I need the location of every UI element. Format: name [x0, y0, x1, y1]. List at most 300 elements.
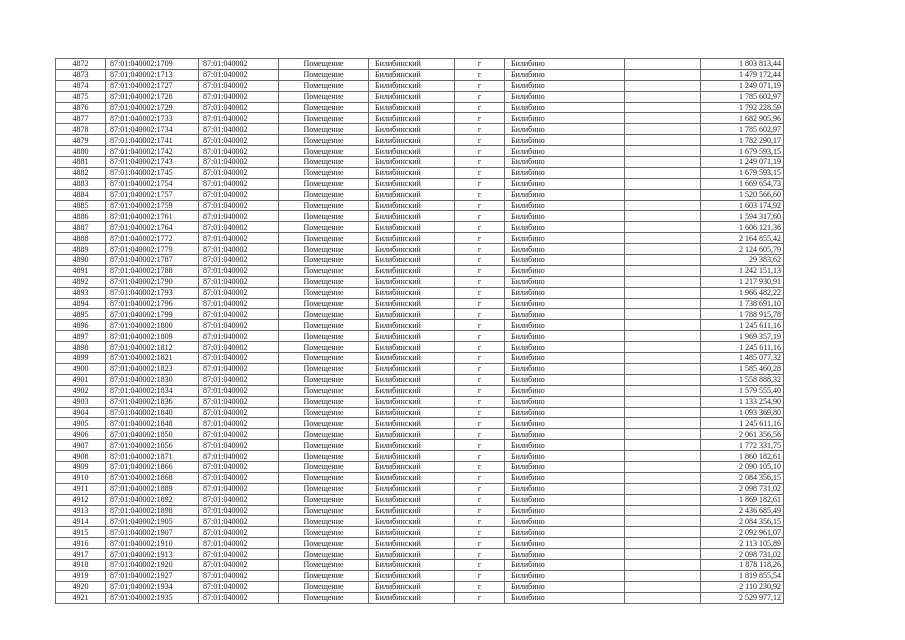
quarter-number-cell: 87:01:040002: [199, 418, 279, 429]
locality-cell: Билибино: [505, 363, 625, 374]
locality-cell: Билибино: [505, 494, 625, 505]
quarter-number-cell: 87:01:040002: [199, 222, 279, 233]
locality-type-cell: г: [455, 189, 505, 200]
empty-cell: [625, 396, 701, 407]
locality-type-cell: г: [455, 440, 505, 451]
cadastral-number-cell: 87:01:040002:1790: [106, 276, 199, 287]
empty-cell: [625, 429, 701, 440]
cadastral-value-cell: 1 245 611,16: [701, 342, 784, 353]
table-row: [56, 287, 784, 298]
table-row: [56, 538, 784, 549]
district-cell: Билибинский: [369, 472, 455, 483]
cadastral-number-cell: 87:01:040002:1907: [106, 527, 199, 538]
object-type-cell: Помещение: [279, 157, 369, 168]
row-number-cell: 4914: [56, 516, 106, 527]
locality-type-cell: г: [455, 113, 505, 124]
district-cell: Билибинский: [369, 124, 455, 135]
object-type-cell: Помещение: [279, 505, 369, 516]
locality-cell: Билибино: [505, 298, 625, 309]
locality-type-cell: г: [455, 211, 505, 222]
cadastral-value-cell: 2 098 731,02: [701, 549, 784, 560]
object-type-cell: Помещение: [279, 440, 369, 451]
empty-cell: [625, 309, 701, 320]
locality-type-cell: г: [455, 80, 505, 91]
district-cell: Билибинский: [369, 102, 455, 113]
table-row: [56, 91, 784, 102]
table-row: [56, 494, 784, 505]
row-number-cell: 4872: [56, 59, 106, 70]
district-cell: Билибинский: [369, 298, 455, 309]
locality-type-cell: г: [455, 581, 505, 592]
row-number-cell: 4908: [56, 451, 106, 462]
empty-cell: [625, 265, 701, 276]
cadastral-number-cell: 87:01:040002:1836: [106, 396, 199, 407]
cadastral-number-cell: 87:01:040002:1728: [106, 91, 199, 102]
locality-cell: Билибино: [505, 265, 625, 276]
cadastral-value-cell: 1 245 611,16: [701, 320, 784, 331]
row-number-cell: 4910: [56, 472, 106, 483]
district-cell: Билибинский: [369, 353, 455, 364]
object-type-cell: Помещение: [279, 483, 369, 494]
table-row: [56, 233, 784, 244]
empty-cell: [625, 287, 701, 298]
quarter-number-cell: 87:01:040002: [199, 363, 279, 374]
cadastral-number-cell: 87:01:040002:1910: [106, 538, 199, 549]
table-row: [56, 592, 784, 603]
table-row: [56, 113, 784, 124]
cadastral-number-cell: 87:01:040002:1866: [106, 461, 199, 472]
locality-type-cell: г: [455, 69, 505, 80]
district-cell: Билибинский: [369, 189, 455, 200]
district-cell: Билибинский: [369, 483, 455, 494]
row-number-cell: 4880: [56, 146, 106, 157]
district-cell: Билибинский: [369, 113, 455, 124]
district-cell: Билибинский: [369, 167, 455, 178]
table-body: [56, 59, 784, 604]
table-row: [56, 157, 784, 168]
cadastral-value-cell: 1 682 905,96: [701, 113, 784, 124]
object-type-cell: Помещение: [279, 374, 369, 385]
locality-cell: Билибино: [505, 157, 625, 168]
locality-type-cell: г: [455, 396, 505, 407]
empty-cell: [625, 59, 701, 70]
empty-cell: [625, 146, 701, 157]
object-type-cell: Помещение: [279, 69, 369, 80]
locality-type-cell: г: [455, 418, 505, 429]
row-number-cell: 4902: [56, 385, 106, 396]
locality-type-cell: г: [455, 167, 505, 178]
locality-type-cell: г: [455, 124, 505, 135]
object-type-cell: Помещение: [279, 472, 369, 483]
table-row: [56, 581, 784, 592]
locality-cell: Билибино: [505, 200, 625, 211]
table-row: [56, 146, 784, 157]
cadastral-value-cell: 1 249 071,19: [701, 157, 784, 168]
empty-cell: [625, 342, 701, 353]
table-row: [56, 342, 784, 353]
locality-cell: Билибино: [505, 385, 625, 396]
locality-type-cell: г: [455, 342, 505, 353]
cadastral-number-cell: 87:01:040002:1733: [106, 113, 199, 124]
empty-cell: [625, 494, 701, 505]
row-number-cell: 4883: [56, 178, 106, 189]
quarter-number-cell: 87:01:040002: [199, 396, 279, 407]
cadastral-value-cell: 2 098 731,02: [701, 483, 784, 494]
object-type-cell: Помещение: [279, 200, 369, 211]
table-row: [56, 483, 784, 494]
quarter-number-cell: 87:01:040002: [199, 146, 279, 157]
locality-cell: Билибино: [505, 516, 625, 527]
object-type-cell: Помещение: [279, 353, 369, 364]
quarter-number-cell: 87:01:040002: [199, 494, 279, 505]
cadastral-number-cell: 87:01:040002:1787: [106, 255, 199, 266]
district-cell: Билибинский: [369, 440, 455, 451]
table-row: [56, 255, 784, 266]
row-number-cell: 4911: [56, 483, 106, 494]
locality-type-cell: г: [455, 527, 505, 538]
cadastral-value-cell: 1 594 317,60: [701, 211, 784, 222]
table-row: [56, 320, 784, 331]
cadastral-value-cell: 1 669 654,73: [701, 178, 784, 189]
locality-cell: Билибино: [505, 135, 625, 146]
row-number-cell: 4881: [56, 157, 106, 168]
quarter-number-cell: 87:01:040002: [199, 549, 279, 560]
quarter-number-cell: 87:01:040002: [199, 211, 279, 222]
object-type-cell: Помещение: [279, 396, 369, 407]
object-type-cell: Помещение: [279, 244, 369, 255]
empty-cell: [625, 385, 701, 396]
empty-cell: [625, 559, 701, 570]
district-cell: Билибинский: [369, 309, 455, 320]
cadastral-number-cell: 87:01:040002:1905: [106, 516, 199, 527]
cadastral-value-cell: 2 084 356,15: [701, 472, 784, 483]
empty-cell: [625, 167, 701, 178]
cadastral-value-cell: 1 585 460,28: [701, 363, 784, 374]
cadastral-value-cell: 2 113 105,89: [701, 538, 784, 549]
empty-cell: [625, 472, 701, 483]
object-type-cell: Помещение: [279, 102, 369, 113]
cadastral-number-cell: 87:01:040002:1898: [106, 505, 199, 516]
row-number-cell: 4882: [56, 167, 106, 178]
cadastral-number-cell: 87:01:040002:1821: [106, 353, 199, 364]
table-row: [56, 222, 784, 233]
locality-cell: Билибино: [505, 483, 625, 494]
row-number-cell: 4905: [56, 418, 106, 429]
locality-cell: Билибино: [505, 581, 625, 592]
object-type-cell: Помещение: [279, 178, 369, 189]
empty-cell: [625, 157, 701, 168]
object-type-cell: Помещение: [279, 592, 369, 603]
table-row: [56, 505, 784, 516]
district-cell: Билибинский: [369, 146, 455, 157]
cadastral-number-cell: 87:01:040002:1713: [106, 69, 199, 80]
cadastral-number-cell: 87:01:040002:1800: [106, 320, 199, 331]
cadastral-number-cell: 87:01:040002:1729: [106, 102, 199, 113]
locality-type-cell: г: [455, 374, 505, 385]
row-number-cell: 4898: [56, 342, 106, 353]
locality-type-cell: г: [455, 451, 505, 462]
locality-cell: Билибино: [505, 80, 625, 91]
locality-type-cell: г: [455, 570, 505, 581]
locality-cell: Билибино: [505, 124, 625, 135]
row-number-cell: 4876: [56, 102, 106, 113]
cadastral-value-cell: 1 772 331,75: [701, 440, 784, 451]
empty-cell: [625, 527, 701, 538]
cadastral-value-cell: 1 245 611,16: [701, 418, 784, 429]
row-number-cell: 4915: [56, 527, 106, 538]
cadastral-value-cell: 2 529 977,12: [701, 592, 784, 603]
locality-type-cell: г: [455, 287, 505, 298]
object-type-cell: Помещение: [279, 298, 369, 309]
locality-cell: Билибино: [505, 461, 625, 472]
cadastral-value-cell: 2 084 356,15: [701, 516, 784, 527]
table-row: [56, 385, 784, 396]
empty-cell: [625, 178, 701, 189]
table-row: [56, 440, 784, 451]
object-type-cell: Помещение: [279, 516, 369, 527]
row-number-cell: 4906: [56, 429, 106, 440]
table-row: [56, 135, 784, 146]
quarter-number-cell: 87:01:040002: [199, 320, 279, 331]
object-type-cell: Помещение: [279, 527, 369, 538]
cadastral-value-cell: 1 249 071,19: [701, 80, 784, 91]
locality-type-cell: г: [455, 505, 505, 516]
quarter-number-cell: 87:01:040002: [199, 124, 279, 135]
empty-cell: [625, 320, 701, 331]
cadastral-value-cell: 2 061 356,56: [701, 429, 784, 440]
object-type-cell: Помещение: [279, 407, 369, 418]
quarter-number-cell: 87:01:040002: [199, 189, 279, 200]
row-number-cell: 4874: [56, 80, 106, 91]
quarter-number-cell: 87:01:040002: [199, 265, 279, 276]
row-number-cell: 4875: [56, 91, 106, 102]
empty-cell: [625, 189, 701, 200]
object-type-cell: Помещение: [279, 559, 369, 570]
locality-cell: Билибино: [505, 287, 625, 298]
district-cell: Билибинский: [369, 342, 455, 353]
cadastral-number-cell: 87:01:040002:1856: [106, 440, 199, 451]
cadastral-number-cell: 87:01:040002:1764: [106, 222, 199, 233]
quarter-number-cell: 87:01:040002: [199, 516, 279, 527]
locality-cell: Билибино: [505, 222, 625, 233]
district-cell: Билибинский: [369, 91, 455, 102]
empty-cell: [625, 91, 701, 102]
object-type-cell: Помещение: [279, 331, 369, 342]
cadastral-value-cell: 1 217 930,91: [701, 276, 784, 287]
object-type-cell: Помещение: [279, 135, 369, 146]
locality-type-cell: г: [455, 255, 505, 266]
quarter-number-cell: 87:01:040002: [199, 505, 279, 516]
quarter-number-cell: 87:01:040002: [199, 102, 279, 113]
cadastral-value-cell: 1 679 593,15: [701, 167, 784, 178]
quarter-number-cell: 87:01:040002: [199, 429, 279, 440]
cadastral-value-cell: 1 785 602,97: [701, 91, 784, 102]
locality-type-cell: г: [455, 233, 505, 244]
district-cell: Билибинский: [369, 505, 455, 516]
locality-type-cell: г: [455, 102, 505, 113]
object-type-cell: Помещение: [279, 59, 369, 70]
document-sheet: [55, 58, 784, 604]
empty-cell: [625, 363, 701, 374]
locality-type-cell: г: [455, 363, 505, 374]
table-row: [56, 167, 784, 178]
district-cell: Билибинский: [369, 592, 455, 603]
locality-cell: Билибино: [505, 320, 625, 331]
locality-type-cell: г: [455, 592, 505, 603]
table-row: [56, 396, 784, 407]
cadastral-value-table: [55, 58, 784, 604]
table-row: [56, 461, 784, 472]
locality-cell: Билибино: [505, 592, 625, 603]
locality-type-cell: г: [455, 538, 505, 549]
table-row: [56, 211, 784, 222]
district-cell: Билибинский: [369, 494, 455, 505]
table-row: [56, 298, 784, 309]
locality-type-cell: г: [455, 91, 505, 102]
cadastral-number-cell: 87:01:040002:1793: [106, 287, 199, 298]
locality-cell: Билибино: [505, 527, 625, 538]
object-type-cell: Помещение: [279, 429, 369, 440]
cadastral-number-cell: 87:01:040002:1934: [106, 581, 199, 592]
empty-cell: [625, 244, 701, 255]
district-cell: Билибинский: [369, 331, 455, 342]
table-row: [56, 429, 784, 440]
table-row: [56, 527, 784, 538]
quarter-number-cell: 87:01:040002: [199, 342, 279, 353]
cadastral-value-cell: 2 164 855,42: [701, 233, 784, 244]
locality-type-cell: г: [455, 200, 505, 211]
empty-cell: [625, 102, 701, 113]
locality-cell: Билибино: [505, 407, 625, 418]
locality-cell: Билибино: [505, 342, 625, 353]
table-row: [56, 309, 784, 320]
quarter-number-cell: 87:01:040002: [199, 527, 279, 538]
row-number-cell: 4878: [56, 124, 106, 135]
cadastral-number-cell: 87:01:040002:1913: [106, 549, 199, 560]
locality-cell: Билибино: [505, 178, 625, 189]
table-row: [56, 418, 784, 429]
cadastral-number-cell: 87:01:040002:1757: [106, 189, 199, 200]
district-cell: Билибинский: [369, 255, 455, 266]
empty-cell: [625, 211, 701, 222]
cadastral-value-cell: 1 606 121,36: [701, 222, 784, 233]
locality-type-cell: г: [455, 494, 505, 505]
cadastral-number-cell: 87:01:040002:1830: [106, 374, 199, 385]
table-row: [56, 189, 784, 200]
row-number-cell: 4904: [56, 407, 106, 418]
table-row: [56, 472, 784, 483]
object-type-cell: Помещение: [279, 363, 369, 374]
table-row: [56, 244, 784, 255]
cadastral-number-cell: 87:01:040002:1799: [106, 309, 199, 320]
cadastral-number-cell: 87:01:040002:1848: [106, 418, 199, 429]
table-row: [56, 276, 784, 287]
object-type-cell: Помещение: [279, 385, 369, 396]
cadastral-number-cell: 87:01:040002:1840: [106, 407, 199, 418]
cadastral-value-cell: 2 090 105,10: [701, 461, 784, 472]
row-number-cell: 4921: [56, 592, 106, 603]
cadastral-value-cell: 1 485 077,32: [701, 353, 784, 364]
quarter-number-cell: 87:01:040002: [199, 309, 279, 320]
row-number-cell: 4917: [56, 549, 106, 560]
cadastral-value-cell: 2 110 230,92: [701, 581, 784, 592]
row-number-cell: 4918: [56, 559, 106, 570]
object-type-cell: Помещение: [279, 570, 369, 581]
cadastral-number-cell: 87:01:040002:1743: [106, 157, 199, 168]
cadastral-value-cell: 2 436 685,49: [701, 505, 784, 516]
cadastral-value-cell: 1 792 228,59: [701, 102, 784, 113]
locality-type-cell: г: [455, 353, 505, 364]
locality-type-cell: г: [455, 407, 505, 418]
table-row: [56, 559, 784, 570]
district-cell: Билибинский: [369, 233, 455, 244]
cadastral-number-cell: 87:01:040002:1759: [106, 200, 199, 211]
locality-type-cell: г: [455, 222, 505, 233]
quarter-number-cell: 87:01:040002: [199, 451, 279, 462]
locality-cell: Билибино: [505, 451, 625, 462]
quarter-number-cell: 87:01:040002: [199, 200, 279, 211]
locality-type-cell: г: [455, 178, 505, 189]
row-number-cell: 4895: [56, 309, 106, 320]
quarter-number-cell: 87:01:040002: [199, 570, 279, 581]
table-row: [56, 80, 784, 91]
district-cell: Билибинский: [369, 157, 455, 168]
district-cell: Билибинский: [369, 320, 455, 331]
row-number-cell: 4900: [56, 363, 106, 374]
object-type-cell: Помещение: [279, 287, 369, 298]
district-cell: Билибинский: [369, 461, 455, 472]
table-row: [56, 570, 784, 581]
empty-cell: [625, 549, 701, 560]
object-type-cell: Помещение: [279, 581, 369, 592]
empty-cell: [625, 233, 701, 244]
quarter-number-cell: 87:01:040002: [199, 244, 279, 255]
empty-cell: [625, 581, 701, 592]
row-number-cell: 4919: [56, 570, 106, 581]
locality-type-cell: г: [455, 331, 505, 342]
row-number-cell: 4873: [56, 69, 106, 80]
locality-cell: Билибино: [505, 440, 625, 451]
cadastral-number-cell: 87:01:040002:1868: [106, 472, 199, 483]
locality-cell: Билибино: [505, 113, 625, 124]
cadastral-value-cell: 2 092 961,07: [701, 527, 784, 538]
quarter-number-cell: 87:01:040002: [199, 385, 279, 396]
table-row: [56, 102, 784, 113]
locality-cell: Билибино: [505, 59, 625, 70]
cadastral-value-cell: 2 124 605,79: [701, 244, 784, 255]
locality-cell: Билибино: [505, 211, 625, 222]
cadastral-number-cell: 87:01:040002:1727: [106, 80, 199, 91]
locality-type-cell: г: [455, 298, 505, 309]
empty-cell: [625, 331, 701, 342]
quarter-number-cell: 87:01:040002: [199, 472, 279, 483]
district-cell: Билибинский: [369, 418, 455, 429]
cadastral-value-cell: 1 579 555,40: [701, 385, 784, 396]
row-number-cell: 4888: [56, 233, 106, 244]
quarter-number-cell: 87:01:040002: [199, 113, 279, 124]
object-type-cell: Помещение: [279, 276, 369, 287]
locality-cell: Билибино: [505, 189, 625, 200]
row-number-cell: 4890: [56, 255, 106, 266]
locality-cell: Билибино: [505, 418, 625, 429]
empty-cell: [625, 80, 701, 91]
cadastral-number-cell: 87:01:040002:1734: [106, 124, 199, 135]
district-cell: Билибинский: [369, 363, 455, 374]
locality-cell: Билибино: [505, 102, 625, 113]
locality-cell: Билибино: [505, 570, 625, 581]
object-type-cell: Помещение: [279, 538, 369, 549]
row-number-cell: 4894: [56, 298, 106, 309]
